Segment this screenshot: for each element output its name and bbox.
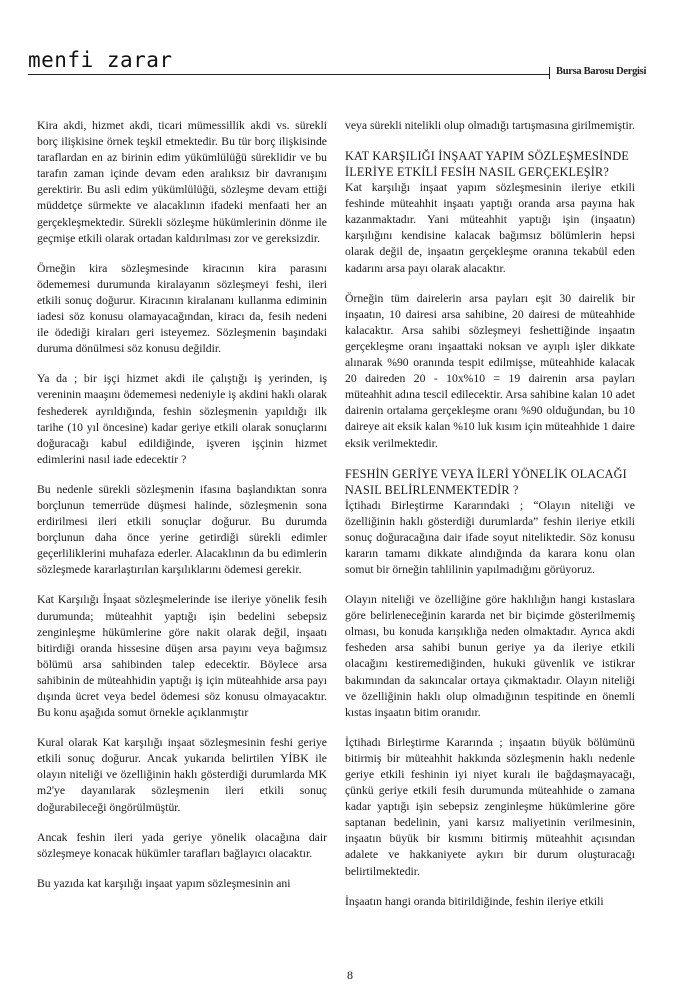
paragraph: Örneğin tüm dairelerin arsa payları eşit 30 dairelik bir inşaatın, 10 dairesi arsa sahibine, 20 dairesi de müteahhide kalacaktır. Arsa sahibi sözleşmeyi feshettiğinde inşaatın gerçekleşme oranı inşaattaki noksan ve ayıplı işler dikkate alınarak %90 oranında tespit edilmişse, müteahhide kalacak 20 daireden 20 - 10x%10 = 19 dairenin arsa payları müteahhit adına tescil edilecektir. Arsa sahibine kalan 10 adet dairenin ortalama gerçekleşme oranı %90 olduğundan, bu 10 daireye ait eksik kalan %10 luk kısım için müteahhide 1 daire eksik verilmektedir.: [345, 291, 635, 450]
paragraph: İçtihadı Birleştirme Kararındaki ; “Olayın niteliği ve özelliğinin haklı gösterdiği durumlarda” feshin ileriye etkili sonuç doğuracağına dair ifade soyut niteliktedir. Söz konusu kararın tamamı dikkate alındığında da karara konu olan somut bir örneğin tahlilinin yapılmadığını görüyoruz.: [345, 498, 635, 576]
paragraph: Bu yazıda kat karşılığı inşaat yapım sözleşmesinin ani: [37, 876, 291, 890]
header-rule: [28, 74, 550, 75]
journal-name: Bursa Barosu Dergisi: [556, 66, 647, 77]
paragraph: Kat karşılığı inşaat yapım sözleşmesinin ileriye etkili feshinde müteahhit inşaatı yaptığı oranda arsa payına hak kazanmaktadır. Yani müteahhit yaptığı işin (inşaatın) karşılığını kendisine kalacak bağımsız bölümlerin hepsi olarak değil de, inşaatın gerçekleşme oranına tekabül eden kadarını arsa payı olarak alacaktır.: [345, 181, 635, 275]
paragraph: Ya da ; bir işçi hizmet akdi ile çalıştığı iş yerinden, iş vereninin maaşını ödememesi nedeniyle iş akdini haklı olarak feshederek ayrıldığında, feshin sözleşmenin yapıldığı ilk tarihe (10 yıl öncesine) kadar geriye etkili olarak sonuçlarını doğuracağı kabul edildiğinde, işveren işçinin hizmet edimlerini nasıl iade edecektir ?: [37, 372, 327, 466]
section-heading: KAT KARŞILIĞI İNŞAAT YAPIM SÖZLEŞMESİNDE İLERİYE ETKİLİ FESİH NASIL GERÇEKLEŞİR?: [345, 149, 630, 180]
left-column: [37, 118, 327, 906]
section-heading: FESHİN GERİYE VEYA İLERİ YÖNELİK OLACAĞI NASIL BELİRLENMEKTEDİR ?: [345, 466, 627, 497]
right-column: [345, 118, 635, 924]
page-number: 8: [347, 968, 353, 982]
paragraph: Olayın niteliği ve özelliğine göre haklılığın hangi kıstaslara göre belirleneceğinin kararda net bir biçimde gösterilmemiş olması, bu konuda karışıklığa neden olmaktadır. Ayrıca akdi fesheden arsa sahibi bunun geriye ya da ileriye etkili olacağını kestiremediğinden, hukuki güvenlik ve istikrar bakımından da sakıncalar ortaya çıkmaktadır. Olayın niteliği ve özelliğinin haklı olup olmadığının tespitinde en önemli kıstas inşaatın bitim oranıdır.: [345, 593, 635, 719]
header-rule-tick: [549, 67, 550, 79]
paragraph: Örneğin kira sözleşmesinde kiracının kira parasını ödememesi durumunda kiralayanın sözleşmeyi feshi, ileri etkili sonuç doğurur. Kiracının kiralananı kullanma ediminin iadesi söz konusu olamayacağından, kiracı da, fesih nedeni ile ödediği kiraları geri isteyemez. Sözleşmenin başındaki duruma dönülmesi söz konusu değildir.: [37, 261, 327, 356]
paragraph: veya sürekli nitelikli olup olmadığı tartışmasına girilmemiştir.: [345, 119, 635, 132]
paragraph: Kural olarak Kat karşılığı inşaat sözleşmesinin feshi geriye etkili sonuç doğurur. Ancak yukarıda belirtilen YİBK ile olayın niteliği ve özelliğinin haklı gösterdiği durumlarda MK m2'ye dayanılarak sözleşmenin ileri etkili sonuç doğurabileceği öngörülmüştür.: [37, 736, 327, 814]
paragraph: İnşaatın hangi oranda bitirildiğinde, feshin ileriye etkili: [345, 894, 604, 908]
section-title: menfi zarar: [28, 48, 173, 72]
paragraph: İçtihadı Birleştirme Kararında ; inşaatın büyük bölümünü bitirmiş bir müteahhit hakkında sözleşmenin haklı nedenle geriye etkili feshinin iyi niyet kuralı ile bağdaşmayacağı, çünkü geriye etkili fesih durumunda müteahhide o zamana kadar yaptığı işin sebepsiz zenginleşme hükümlerine göre saptanan bedelinin, yani karsız maliyetinin verilmesinin, inşaatın büyük bir kısmını bitirmiş müteahhit açısından adalete ve hakkaniyete aykırı bir durum oluşturacağı belirtilmektedir.: [345, 735, 635, 878]
paragraph: Kira akdi, hizmet akdi, ticari mümessillik akdi vs. sürekli borç ilişkisine örnek teşkil etmektedir. Bu tür borç ilişkisinde taraflardan en az birinin edim yükümlülüğü süreklidir ve bu tarafın zaman içinde devam eden aralıksız bir davranışını gerektirir. Bu asli edim yükümlülüğü, sözleşme devam ettiği müddetçe sürmekte ve alacaklının ifadeki menfaati her an gerçekleşmektedir. Sürekli sözleşme hükümlerinin dönme ile geçmişe etkili olarak ortadan kaldırılması zor ve gereksizdir.: [37, 119, 327, 245]
paragraph: Ancak feshin ileri yada geriye yönelik olacağına dair sözleşmeye konacak hükümler tarafları bağlayıcı olacaktır.: [37, 830, 327, 860]
paragraph: Bu nedenle sürekli sözleşmenin ifasına başlandıktan sonra borçlunun temerrüde düşmesi halinde, sözleşmenin sona erdirilmesi ileri etkili sonuçlar doğurur. Bu durumda borçlunun daha önce yerine getirdiği sürekli edimler geçerliliklerini muhafaza ederler. Alacaklının da bu edimlerin sözleşmede kararlaştırılan karşılıklarını ödemesi gerekir.: [37, 482, 327, 577]
paragraph: Kat Karşılığı İnşaat sözleşmelerinde ise ileriye yönelik fesih durumunda; müteahhit yaptığı işin bedelini sebepsiz zenginleşme hükümlerine göre nakit olarak değil, inşaatı bitirdiği oranda hissesine düşen arsa payını veya bağımsız bölümü arsa sahibinden talep edecektir. Böylece arsa sahibinin de müteahhidin yaptığı iş için müteahhide arsa payı dışında ücret veya bedel ödemesi söz konusu olmayacaktır. Bu konu aşağıda somut örnekle açıklanmıştır: [37, 593, 327, 720]
